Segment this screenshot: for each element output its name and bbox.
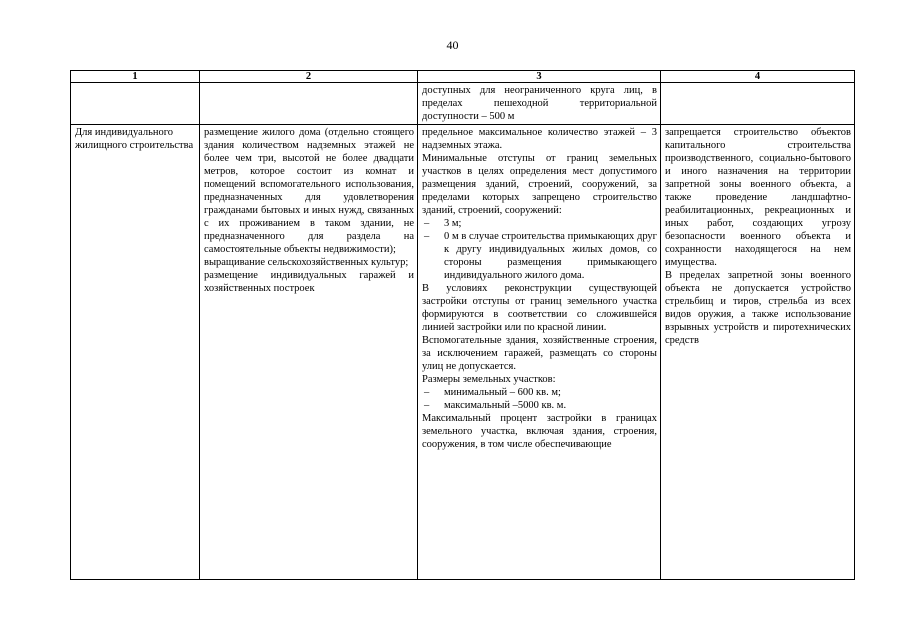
cell-empty	[71, 83, 200, 125]
cell-empty	[200, 83, 418, 125]
column-header-3: 3	[418, 71, 661, 83]
reconstruction-text: В условиях реконструкции существующей застройки отступы от границ земельного участка формируются в соответствии со сложившейся линией застройки или по красной линии.	[422, 283, 657, 333]
table-row-main	[71, 125, 855, 580]
restrictions-paragraph: запрещается строительство объектов капитального строительства производственного, социально-бытового и иного назначения на территории запретной зоны военного объекта, а также проведение ландшафтно-реабилитационных, рекреационных и иных работ, создающих угрозу безопасности военного объекта и сохранности находящегося на нем имущества.	[665, 127, 851, 268]
permitted-use-paragraph: выращивание сельскохозяйственных культур;	[204, 257, 409, 268]
cell-continued-text: доступных для неограниченного круга лиц, в пределах пешеходной территориальной доступности – 500 м	[418, 83, 661, 125]
permitted-use-description-cell	[200, 125, 418, 580]
table-row-continuation	[71, 83, 855, 125]
building-coverage-text: Максимальный процент застройки в границах земельного участка, включая здания, строения, сооружения, в том числе обеспечивающие	[422, 413, 657, 450]
plot-sizes-list	[422, 386, 657, 412]
auxiliary-buildings-text: Вспомогательные здания, хозяйственные строения, за исключением гаражей, размещать со стороны улиц не допускается.	[422, 335, 657, 372]
restrictions-paragraph: В пределах запретной зоны военного объекта не допускается устройство стрельбищ и тиров, стрельба из всех видов оружия, а также использование взрывных устройств и пиротехнических средств	[665, 270, 851, 346]
list-item: – 3 м;	[422, 217, 657, 230]
column-header-2: 2	[200, 71, 418, 83]
list-item: – минимальный – 600 кв. м;	[422, 386, 657, 399]
restrictions-cell	[661, 125, 855, 580]
column-header-1: 1	[71, 71, 200, 83]
parameters-cell	[418, 125, 661, 580]
column-header-4: 4	[661, 71, 855, 83]
permitted-use-paragraph: размещение жилого дома (отдельно стоящего здания количеством надземных этажей не более чем три, высотой не более двадцати метров, которое состоит из комнат и помещений вспомогательного использования, предназначенных для удовлетворения гражданами бытовых и иных нужд, связанных с их проживанием в таком здании, не предназначенного для раздела на самостоятельные объекты недвижимости);	[204, 127, 414, 255]
floors-limit-text: предельное максимальное количество этажей – 3 надземных этажа.	[422, 127, 657, 151]
permitted-use-paragraph: размещение индивидуальных гаражей и хозяйственных построек	[204, 270, 414, 294]
land-use-type-cell: Для индивидуального жилищного строительства	[71, 125, 200, 580]
list-item: – 0 м в случае строительства примыкающих друг к другу индивидуальных жилых домов, со стороны размещения примыкающего индивидуального жилого дома.	[422, 230, 657, 282]
setbacks-text: Минимальные отступы от границ земельных участков в целях определения мест допустимого размещения зданий, строений, сооружений, за пределами которых запрещено строительство зданий, строений, сооружений:	[422, 153, 657, 216]
table-header-row	[71, 71, 855, 83]
setbacks-list	[422, 217, 657, 282]
page-number: 40	[446, 38, 459, 52]
plot-sizes-heading: Размеры земельных участков:	[422, 374, 556, 385]
cell-empty	[661, 83, 855, 125]
list-item: – максимальный –5000 кв. м.	[422, 399, 657, 412]
regulations-table	[70, 70, 855, 580]
